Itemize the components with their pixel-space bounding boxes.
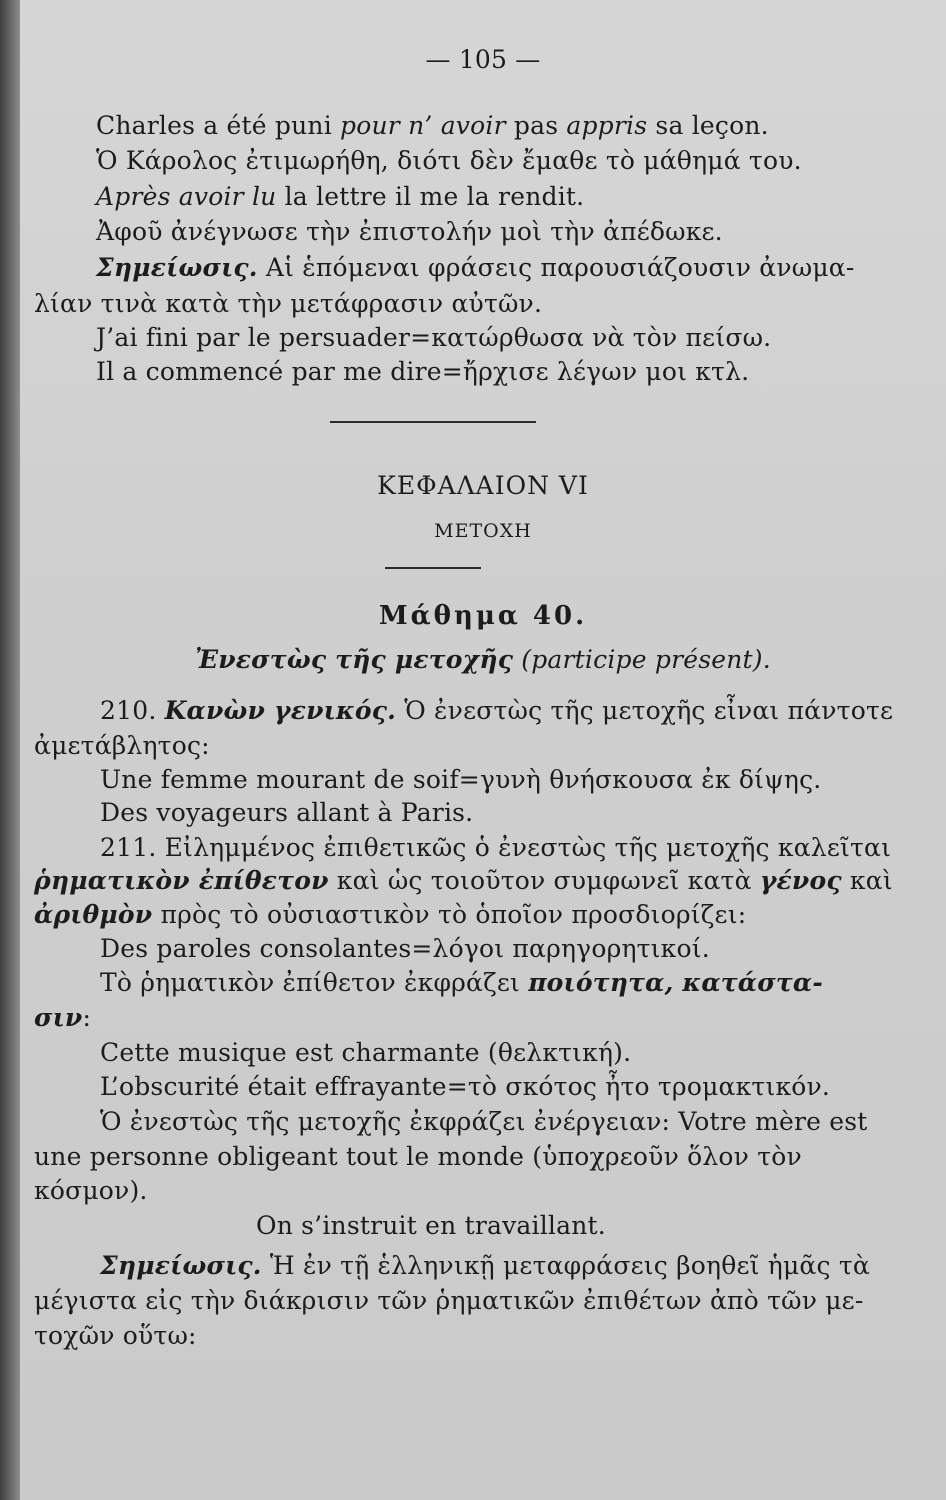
text-fr: Charles a été puni [96,111,341,140]
example-6: On s’instruit en travaillant. [256,1211,606,1240]
text-line-2: Ὁ Κάρολος ἐτιμωρήθη, διότι δὲν ἔμαθε τὸ μάθημά του. [96,146,802,175]
page-number: — 105 — [425,45,541,74]
text-fr-italic: Après avoir lu [96,182,277,211]
text-line-4: Ἀφοῦ ἀνέγνωσε τὴν ἐπιστολήν μοὶ τὴν ἀπέδωκε. [96,217,723,246]
paragraph-number: 210. [100,696,165,725]
text-gr: Ἡ ἐν τῇ ἑλληνικῇ μεταφράσεις βοηθεῖ ἡμᾶς τὰ [261,1251,870,1280]
text-gr: πρὸς τὸ οὐσιαστικὸν τὸ ὁποῖον προσδιορίζει: [152,900,747,929]
text-line-6: λίαν τινὰ κατὰ τὴν μετάφρασιν αὐτῶν. [34,289,543,318]
paragraph-adjective-cont [34,1002,91,1034]
chapter-subtitle: ΜΕΤΟΧΗ [434,520,532,542]
paragraph-211-line-2 [34,865,893,897]
text-line-7: J’ai fini par le persuader=κατώρθωσα νὰ τὸν πείσω. [96,323,772,352]
text-fr: la lettre il me la rendit. [276,182,585,211]
chapter-title: ΚΕΦΑΛΑΙΟΝ VI [377,471,589,500]
lesson-title: Μάθημα 40. [378,601,588,631]
note-label: Σημείωσις. [96,253,258,282]
term-bold-italic: ποιότητα, [528,968,674,997]
paragraph-210 [100,695,893,727]
rule-label: Κανὼν γενικός. [164,696,397,725]
lesson-heading [20,644,946,676]
note-line-3: τοχῶν οὕτω: [34,1321,197,1350]
book-spine-shadow [0,0,20,1500]
paragraph-adjective [100,967,823,999]
term-bold-italic: κατάστα- [673,968,823,997]
example-2: Des voyageurs allant à Paris. [100,798,474,827]
paragraph-210-cont: ἀμετάβλητος: [34,731,210,760]
paragraph-211: 211. Εἰλημμένος ἐπιθετικῶς ὁ ἐνεστὼς τῆς μετοχῆς καλεῖται [100,833,892,862]
text-fr-italic: pour n’ avoir [340,111,506,140]
lesson-heading-greek: Ἐνεστὼς τῆς μετοχῆς [195,645,514,674]
note-line-2: μέγιστα εἰς τὴν διάκρισιν τῶν ῥηματικῶν ἐπιθέτων ἀπὸ τῶν με- [34,1286,864,1315]
text-fr: sa leçon. [647,111,769,140]
note-paragraph [100,1250,870,1282]
paragraph-211-line-3 [34,899,746,931]
text-line-3 [96,181,584,213]
text-fr: pas [505,111,567,140]
example-5: L’obscurité était effrayante=τὸ σκότος ἦτο τρομακτικόν. [100,1072,831,1101]
text-line-5 [96,252,855,284]
text-gr: καὶ ὡς τοιοῦτον συμφωνεῖ κατὰ [328,866,760,895]
paragraph-participle-line-3: κόσμον). [34,1176,148,1205]
text-gr: : [82,1003,92,1032]
text-fr-italic: appris [566,111,648,140]
term-bold-italic: ἀριθμὸν [34,900,153,929]
term-bold-italic: σιν [34,1003,83,1032]
term-bold-italic: γένος [759,866,842,895]
example-3: Des paroles consolantes=λόγοι παρηγορητικοί. [100,934,710,963]
text-gr: Αἱ ἑπόμεναι φράσεις παρουσιάζουσιν ἀνωμα- [257,253,855,282]
book-page [20,0,946,1500]
text-line-8: Il a commencé par me dire=ἤρχισε λέγων μοι κτλ. [96,357,750,386]
example-4: Cette musique est charmante (θελκτική). [100,1038,632,1067]
term-bold-italic: ῥηματικὸν ἐπίθετον [34,866,329,895]
paragraph-participle-line-2: une personne obligeant tout le monde (ὑποχρεοῦν ὅλον τὸν [34,1142,802,1171]
section-divider [330,421,536,423]
example-1: Une femme mourant de soif=γυνὴ θνήσκουσα ἐκ δίψης. [100,765,822,794]
text-gr: Ὁ ἐνεστὼς τῆς μετοχῆς εἶναι πάντοτε [396,696,894,725]
lesson-heading-french: (participe présent). [513,645,771,674]
text-line-1 [96,110,769,142]
text-gr: Τὸ ῥηματικὸν ἐπίθετον ἐκφράζει [100,968,529,997]
chapter-divider [385,567,481,569]
paragraph-participle: Ὁ ἐνεστὼς τῆς μετοχῆς ἐκφράζει ἐνέργειαν: Votre mère est [100,1107,868,1136]
note-label: Σημείωσις. [100,1251,262,1280]
text-gr: καὶ [841,866,893,895]
